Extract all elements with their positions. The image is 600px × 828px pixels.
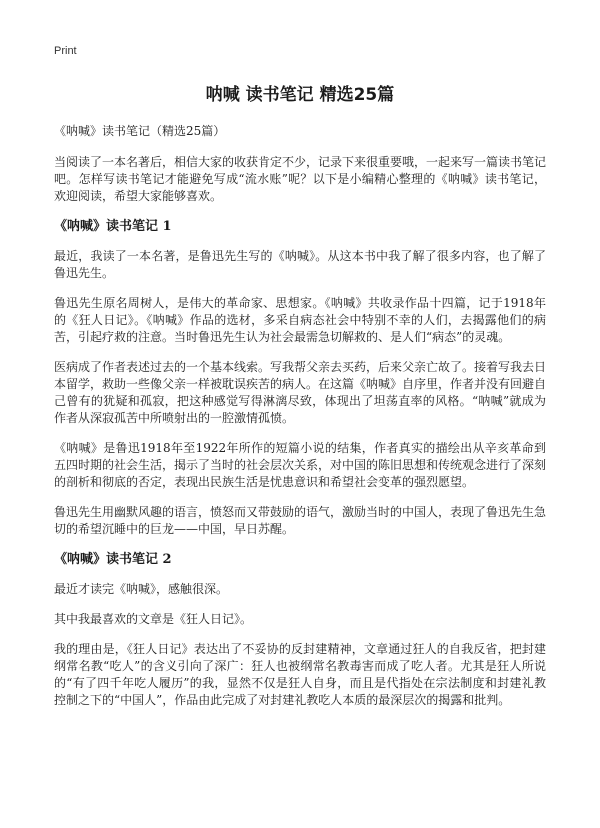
section-heading-2: 《呐喊》读书笔记 2: [54, 552, 172, 567]
section-1-paragraph-5: 鲁迅先生用幽默风趣的语言，愤怒而又带鼓励的语气，激励当时的中国人，表现了鲁迅先生急切的希望沉睡中的巨龙——中国，早日苏醒。: [54, 505, 547, 536]
section-1-paragraph-1: 最近，我读了一本名著，是鲁迅先生写的《呐喊》。从这本书中我了解了很多内容，也了解了鲁迅先生。: [54, 249, 546, 280]
print-link[interactable]: Print: [54, 45, 77, 57]
section-2-paragraph-1: 最近才读完《呐喊》，感触很深。: [54, 582, 229, 596]
section-2-paragraph-2: 其中我最喜欢的文章是《狂人日记》。: [54, 612, 253, 626]
section-2-paragraph-3: 我的理由是，《狂人日记》表达出了不妥协的反封建精神，文章通过狂人的自我反省，把封建纲常名教“吃人”的含义引向了深广：狂人也被纲常名教毒害而成了吃人者。尤其是狂人所说的“有了四千年吃人履历”的我，显然不仅是狂人自身，而且是代指处在宗法制度和封建礼教控制之下的“中国人”，作品由此完成了对封建礼教吃人本质的最深层次的揭露和批判。: [54, 642, 546, 707]
document-title: 呐喊 读书笔记 精选25篇: [205, 85, 395, 105]
intro-paragraph: 当阅读了一本名著后，相信大家的收获肯定不少，记录下来很重要哦，一起来写一篇读书笔记吧。怎样写读书笔记才能避免写成“流水账”呢？以下是小编精心整理的《呐喊》读书笔记，欢迎阅读，希望大家能够喜欢。: [54, 155, 547, 203]
section-heading-1: 《呐喊》读书笔记 1: [54, 219, 172, 234]
document-subtitle: 《呐喊》读书笔记（精选25篇）: [54, 124, 226, 138]
section-1-paragraph-4: 《呐喊》是鲁迅1918年至1922年所作的短篇小说的结集，作者真实的描绘出从辛亥革命到五四时期的社会生活，揭示了当时的社会层次关系，对中国的陈旧思想和传统观念进行了深刻的剖析和彻底的否定，表现出民族生活是忧患意识和希望社会变革的强烈愿望。: [54, 441, 547, 489]
section-1-paragraph-3: 医病成了作者表述过去的一个基本线索。写我帮父亲去买药，后来父亲亡故了。接着写我去日本留学，救助一些像父亲一样被耽误疾苦的病人。在这篇《呐喊》自序里，作者并没有回避自己曾有的犹疑和孤寂，把这种感觉写得淋漓尽致，体现出了坦荡直率的风格。“呐喊”就成为作者从深寂孤苦中所喷射出的一腔激情孤愤。: [54, 360, 547, 425]
section-1-paragraph-2: 鲁迅先生原名周树人，是伟大的革命家、思想家。《呐喊》共收录作品十四篇，记于1918年的《狂人日记》。《呐喊》作品的选材，多采自病态社会中特别不幸的人们，去揭露他们的病苦，引起疗救的注意。当时鲁迅先生认为社会最需急切解救的、是人们“病态”的灵魂。: [54, 296, 546, 344]
